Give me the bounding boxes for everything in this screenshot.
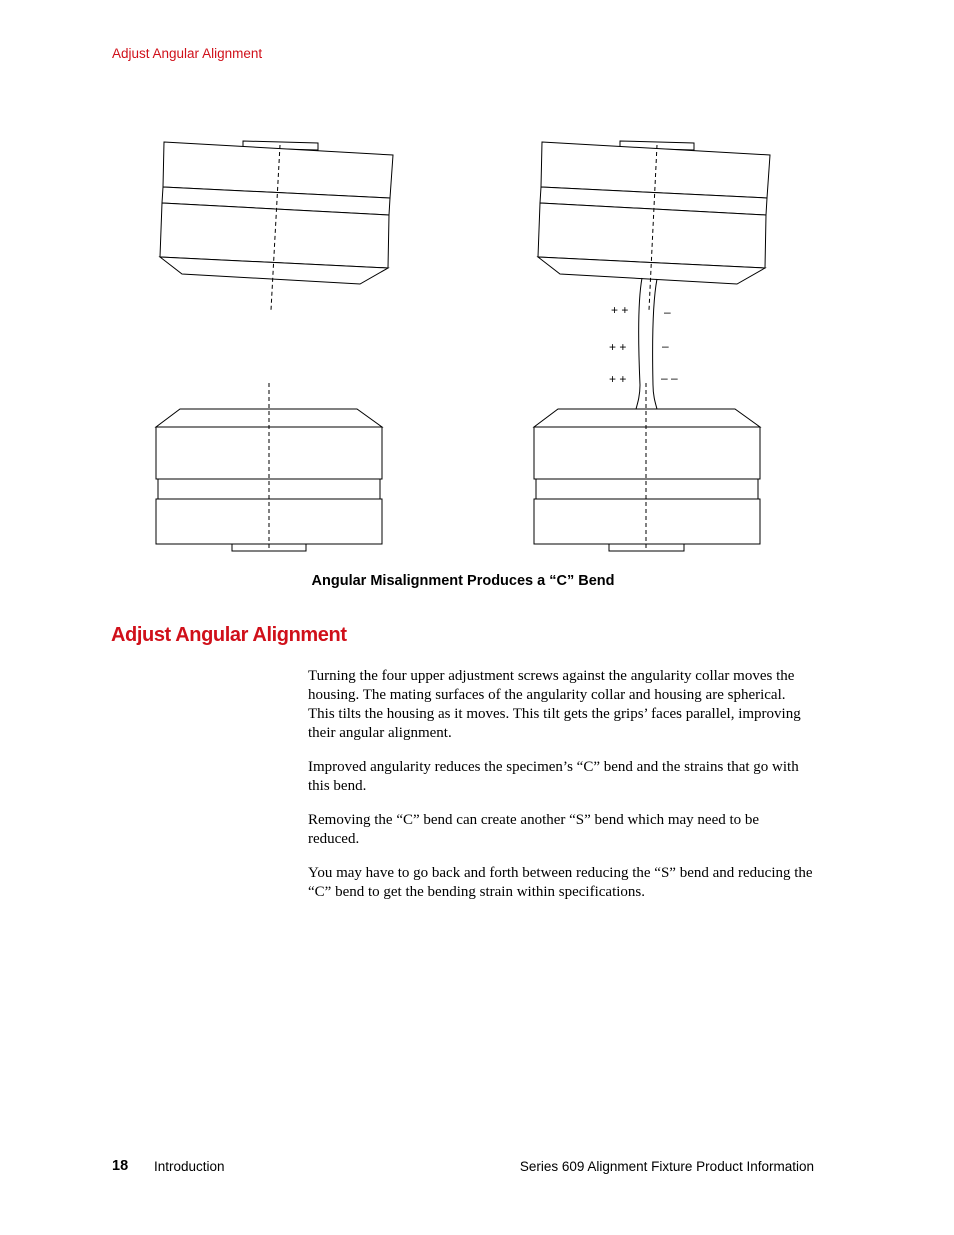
figure-caption: Angular Misalignment Produces a “C” Bend <box>311 573 615 589</box>
tension-mark-3: + + <box>609 372 627 386</box>
compression-mark-3: – – <box>661 371 678 385</box>
left-upper-grip <box>160 141 393 284</box>
strain-marks <box>609 303 678 386</box>
tension-mark-1: + + <box>611 303 629 317</box>
right-lower-grip <box>534 409 760 551</box>
paragraph: Removing the “C” bend can create another “S” bend which may need to be reduced. <box>308 812 760 847</box>
bent-specimen <box>636 278 657 409</box>
paragraph: You may have to go back and forth between reducing the “S” bend and reducing the “C” bend to get the bending strain within specifications. <box>308 865 813 900</box>
c-bend-figure <box>140 128 780 558</box>
footer-section-name: Introduction <box>154 1159 225 1174</box>
section-title: Adjust Angular Alignment <box>111 624 347 646</box>
section-body <box>308 667 814 917</box>
tension-mark-2: + + <box>609 340 627 354</box>
right-upper-grip <box>538 141 770 284</box>
compression-mark-2: – <box>662 339 669 353</box>
running-header: Adjust Angular Alignment <box>112 46 263 61</box>
paragraph: Improved angularity reduces the specimen’s “C” bend and the strains that go with this bend. <box>308 759 799 794</box>
page-number: 18 <box>112 1158 129 1174</box>
footer-document-title: Series 609 Alignment Fixture Product Information <box>519 1159 814 1174</box>
left-lower-grip <box>156 409 382 551</box>
compression-mark-1: – <box>664 305 671 319</box>
paragraph: Turning the four upper adjustment screws against the angularity collar moves the housing. The mating surfaces of the angularity collar and housing are spherical. This tilts the housing as it moves. This tilt gets the grips’ faces parallel, improving their angular alignment. <box>308 668 801 741</box>
